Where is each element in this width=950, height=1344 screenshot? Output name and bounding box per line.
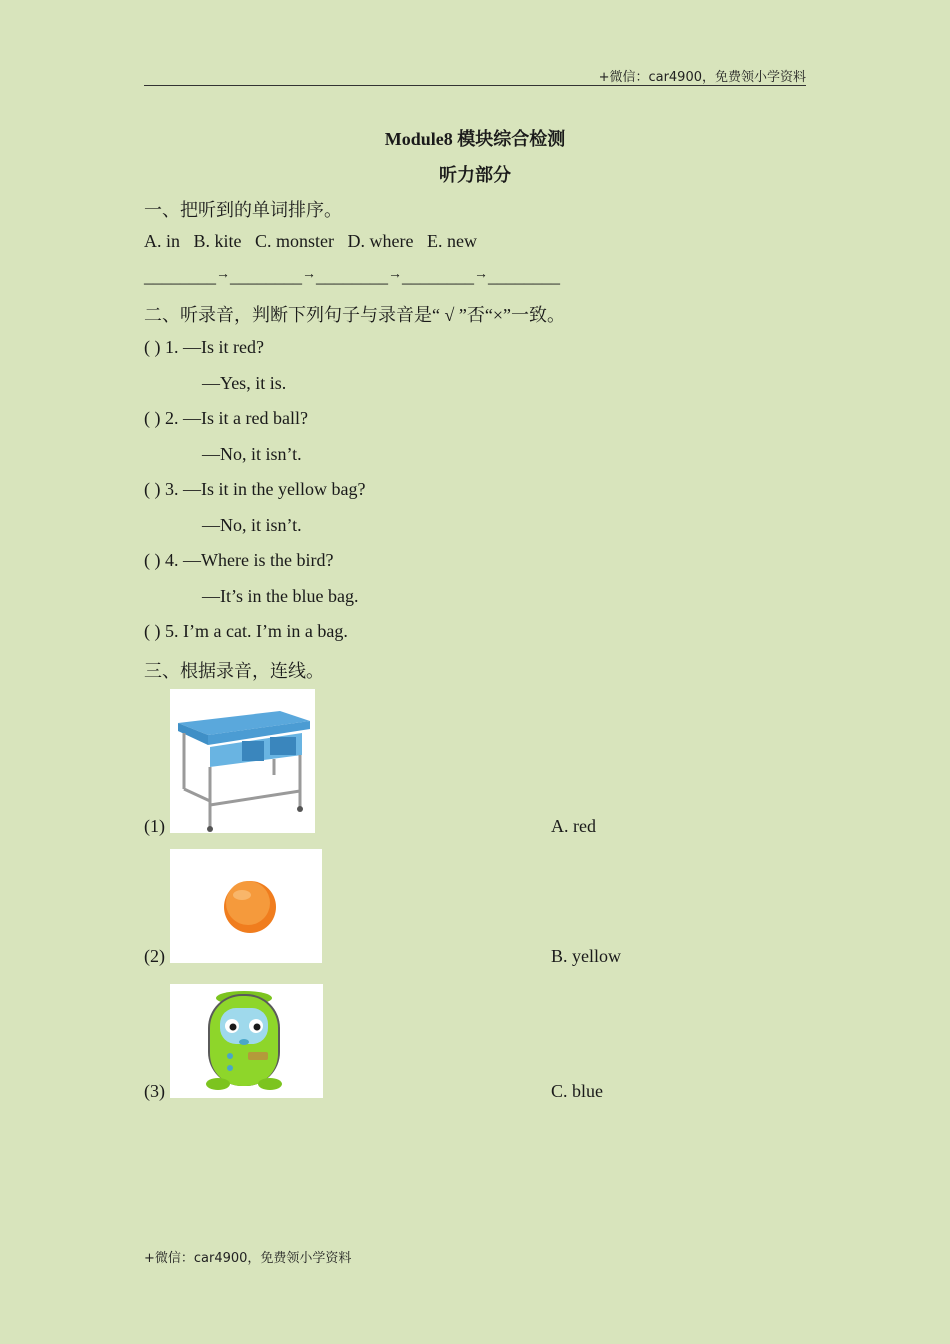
answer-blank[interactable]: ________ [488,266,560,286]
arrow-icon: → [388,267,402,282]
question-4: ( ) 4. —Where is the bird? [144,550,334,570]
section1-options: A. in B. kite C. monster D. where E. new [144,231,477,251]
footer-note: +微信：car4900，免费领小学资料 [144,1251,352,1266]
section1-heading: 一、把听到的单词排序。 [144,200,342,220]
choice-a[interactable]: A. red [551,816,596,836]
answer-1: —Yes, it is. [202,373,287,393]
question-3: ( ) 3. —Is it in the yellow bag? [144,479,366,499]
question-1: ( ) 1. —Is it red? [144,337,264,357]
answer-blank[interactable]: ________ [316,266,388,286]
arrow-icon: → [474,267,488,282]
section2-heading: 二、听录音，判断下列句子与录音是“ √ ”否“×”一致。 [144,305,565,325]
desk-image [170,689,315,833]
question-5: ( ) 5. I’m a cat. I’m in a bag. [144,621,348,641]
choice-c[interactable]: C. blue [551,1081,603,1101]
answer-3: —No, it isn’t. [202,515,302,535]
desk-icon [170,689,315,833]
header-note: +微信：car4900，免费领小学资料 [598,70,806,85]
answer-blank[interactable]: ________ [230,266,302,286]
answer-blank[interactable]: ________ [144,266,216,286]
item-3-number: (3) [144,1081,165,1101]
page-subtitle: 听力部分 [439,165,511,185]
choice-b[interactable]: B. yellow [551,946,621,966]
answer-blank[interactable]: ________ [402,266,474,286]
question-2: ( ) 2. —Is it a red ball? [144,408,308,428]
header-rule [144,85,806,86]
answer-4: —It’s in the blue bag. [202,586,359,606]
section3-heading: 三、根据录音，连线。 [144,661,324,681]
backpack-image [170,984,323,1098]
section1-answer-blanks [144,266,560,287]
orange-ball-image [170,849,322,963]
backpack-icon [170,984,323,1098]
answer-2: —No, it isn’t. [202,444,302,464]
item-2-number: (2) [144,946,165,966]
arrow-icon: → [302,267,316,282]
ball-icon [170,849,322,963]
page-title: Module8 模块综合检测 [384,129,566,149]
item-1-number: (1) [144,816,165,836]
arrow-icon: → [216,267,230,282]
